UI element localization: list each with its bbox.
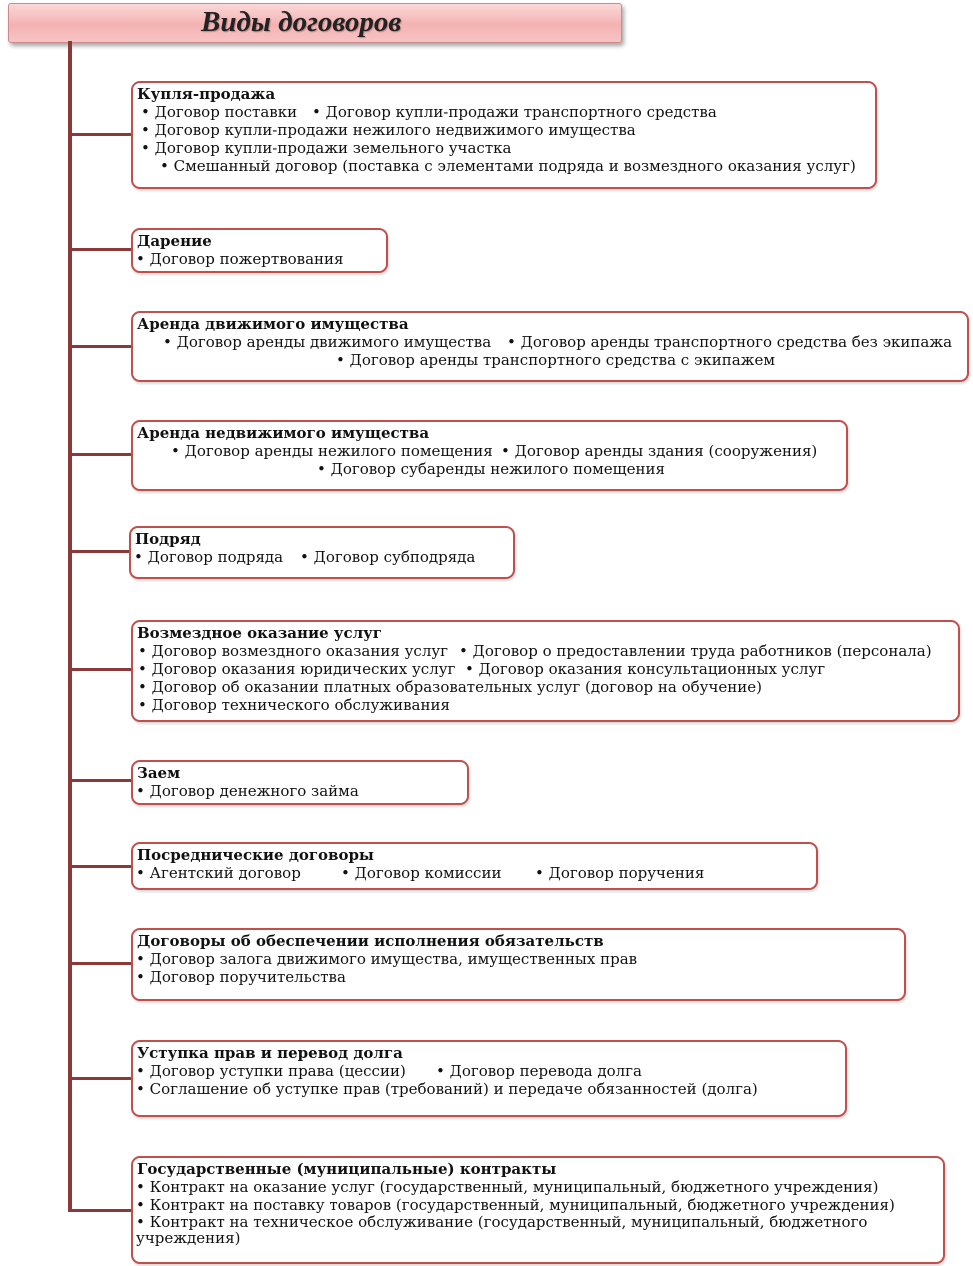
contract-item: • Договор перевода долга <box>436 1062 642 1080</box>
contract-item: • Договор пожертвования <box>136 250 344 268</box>
contract-item: • Договор поставки <box>141 103 297 121</box>
contract-item: • Договор поручительства <box>136 968 346 986</box>
category-box-vozmezdnoe-okazanie <box>131 620 960 722</box>
contract-item: • Договор купли-продажи нежилого недвижимого имущества <box>141 121 636 139</box>
contract-item: • Договор о предоставлении труда работников (персонала) <box>459 642 932 660</box>
category-box-darenie <box>131 228 388 273</box>
contract-item: • Договор денежного займа <box>136 782 359 800</box>
category-heading: Уступка прав и перевод долга <box>137 1044 403 1062</box>
connector-line <box>70 865 132 868</box>
contract-item: • Договор поручения <box>535 864 704 882</box>
tree-trunk-line <box>68 41 72 1212</box>
category-box-gos-kontrakty <box>131 1156 945 1264</box>
title-banner <box>8 3 622 43</box>
contract-item: • Контракт на оказание услуг (государственный, муниципальный, бюджетного учреждения) <box>136 1178 878 1196</box>
connector-line <box>70 133 132 136</box>
contract-item: • Договор возмездного оказания услуг <box>138 642 448 660</box>
diagram-title: Виды договоров <box>201 6 402 38</box>
category-heading: Подряд <box>135 530 201 548</box>
contract-item: • Контракт на поставку товаров (государственный, муниципальный, бюджетного учреждения) <box>136 1196 895 1214</box>
contract-item: • Договор аренды движимого имущества <box>163 333 491 351</box>
contract-item: • Соглашение об уступке прав (требований) и передаче обязанностей (долга) <box>136 1080 758 1098</box>
connector-line <box>70 1209 132 1212</box>
category-box-zaem <box>131 760 469 805</box>
category-box-podryad <box>129 526 515 579</box>
contract-item: • Договор залога движимого имущества, имущественных прав <box>136 950 637 968</box>
category-heading: Аренда движимого имущества <box>137 315 409 333</box>
connector-line <box>70 248 132 251</box>
category-heading: Дарение <box>137 232 212 250</box>
category-box-posrednicheskie <box>131 842 818 890</box>
contract-item: • Смешанный договор (поставка с элементами подряда и возмездного оказания услуг) <box>160 157 856 175</box>
category-heading: Аренда недвижимого имущества <box>137 424 430 442</box>
contract-item: • Договор оказания консультационных услуг <box>465 660 825 678</box>
category-heading: Посреднические договоры <box>137 846 374 864</box>
contract-item: • Контракт на техническое обслуживание (государственный, муниципальный, бюджетного учреждения) <box>136 1213 867 1247</box>
contract-item: • Договор уступки права (цессии) <box>136 1062 406 1080</box>
category-box-ustupka-prav <box>131 1040 847 1117</box>
contract-item: • Договор об оказании платных образовательных услуг (договор на обучение) <box>138 678 762 696</box>
contract-item: • Договор комиссии <box>341 864 501 882</box>
category-heading: Государственные (муниципальные) контракты <box>137 1160 557 1178</box>
connector-line <box>70 779 132 782</box>
category-box-kuplya-prodazha <box>131 81 877 189</box>
category-heading: Возмездное оказание услуг <box>137 624 382 642</box>
category-heading: Договоры об обеспечении исполнения обязательств <box>137 932 604 950</box>
contract-item: • Договор аренды транспортного средства без экипажа <box>507 333 952 351</box>
connector-line <box>70 550 132 553</box>
contract-item: • Договор купли-продажи земельного участка <box>141 139 511 157</box>
contract-item: • Договор аренды здания (сооружения) <box>501 442 817 460</box>
contract-item: • Договор купли-продажи транспортного средства <box>312 103 717 121</box>
contract-item: • Договор аренды транспортного средства с экипажем <box>336 351 775 369</box>
connector-line <box>70 453 132 456</box>
contract-item: • Договор аренды нежилого помещения <box>171 442 493 460</box>
contract-item: • Договор субподряда <box>300 548 475 566</box>
contract-item: • Договор оказания юридических услуг <box>138 660 455 678</box>
connector-line <box>70 1077 132 1080</box>
category-box-obespechenie <box>131 928 906 1001</box>
category-heading: Купля-продажа <box>137 85 276 103</box>
category-box-arenda-dvizhimogo <box>131 311 969 382</box>
connector-line <box>70 668 132 671</box>
category-heading: Заем <box>137 764 181 782</box>
contract-item: • Договор технического обслуживания <box>138 696 450 714</box>
contract-item: • Договор субаренды нежилого помещения <box>317 460 665 478</box>
contract-item: • Агентский договор <box>136 864 301 882</box>
connector-line <box>70 345 132 348</box>
contract-item: • Договор подряда <box>134 548 283 566</box>
connector-line <box>70 962 132 965</box>
category-box-arenda-nedvizhimogo <box>131 420 848 491</box>
